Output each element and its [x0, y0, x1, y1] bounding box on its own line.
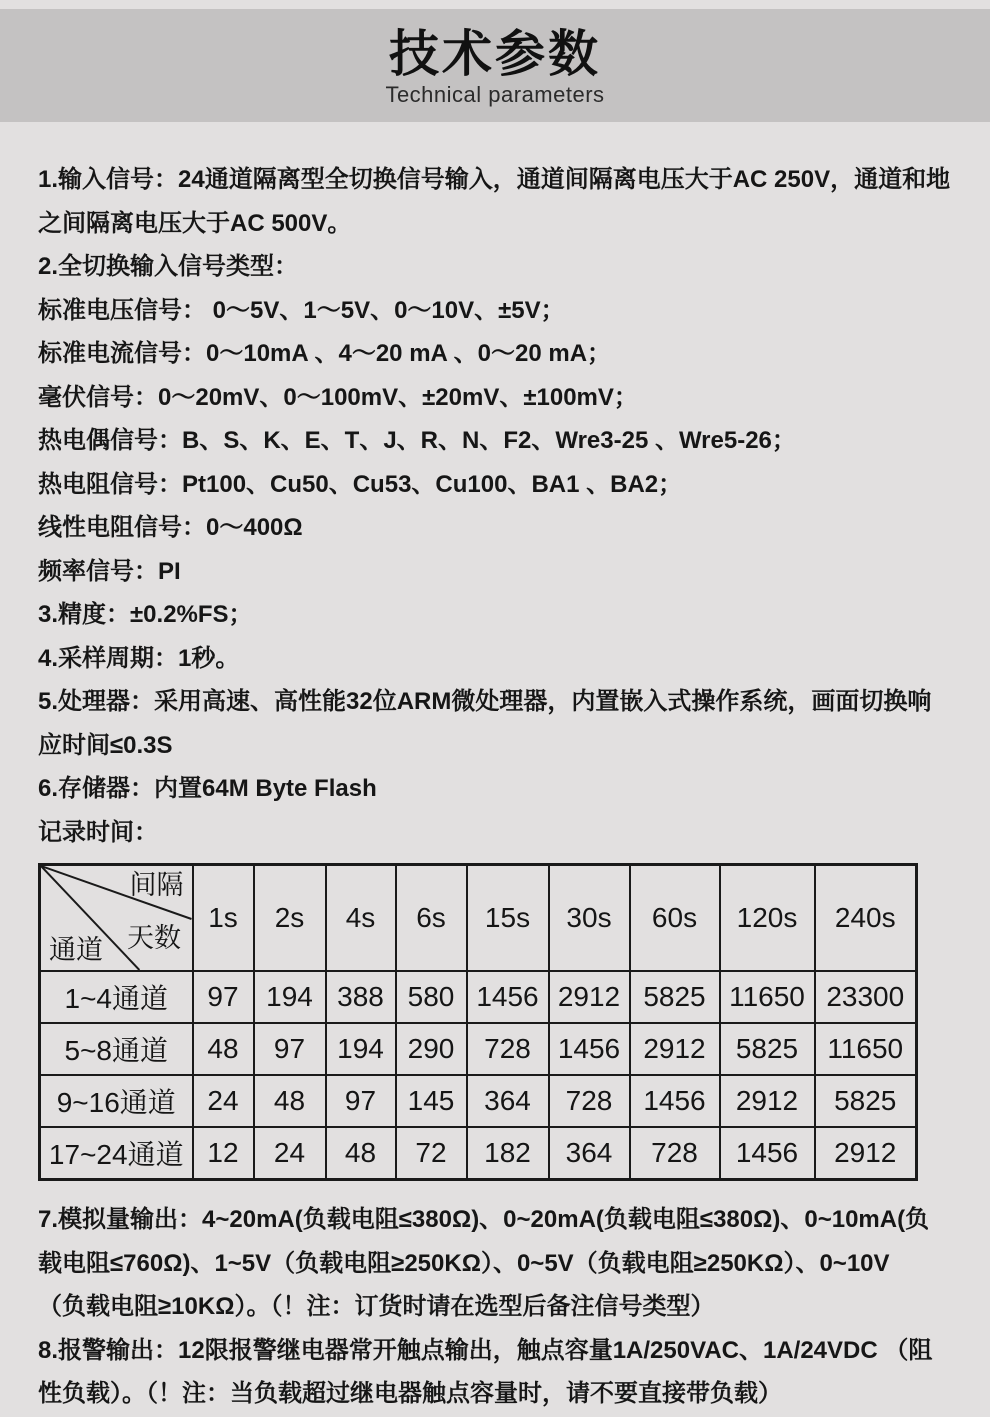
table-corner-cell [40, 865, 193, 972]
table-header-row [40, 865, 917, 972]
table-cell: 1456 [467, 971, 549, 1023]
row-label-ch1-4: 1~4通道 [40, 971, 193, 1023]
interval-header: 2s [254, 865, 326, 972]
table-cell: 290 [396, 1023, 467, 1075]
table-cell: 24 [193, 1075, 254, 1127]
spec-line-memory: 6.存储器：内置64M Byte Flash [38, 775, 377, 802]
table-cell: 97 [326, 1075, 396, 1127]
title-band [0, 9, 990, 122]
spec-line-accuracy: 3.精度：±0.2%FS； [38, 601, 253, 628]
interval-header: 120s [720, 865, 815, 972]
table-row [40, 971, 917, 1023]
spec-line-analog-output-3: （负载电阻≥10KΩ）。（！注：订货时请在选型后备注信号类型） [38, 1293, 715, 1320]
corner-label-channel: 通道 [49, 935, 103, 965]
row-label-ch17-24: 17~24通道 [40, 1127, 193, 1180]
corner-label-interval: 间隔 [129, 870, 184, 900]
spec-line-alarm-output: 8.报警输出：12限报警继电器常开触点输出，触点容量1A/250VAC、1A/24VDC （阻 [38, 1336, 933, 1364]
table-cell: 23300 [815, 971, 917, 1023]
table-cell: 182 [467, 1127, 549, 1180]
spec-line-linear-resistance: 线性电阻信号：0～400Ω [38, 514, 303, 541]
table-row [40, 1127, 917, 1180]
spec-content [38, 158, 972, 1416]
spec-line-voltage-signal: 标准电压信号： 0～5V、1～5V、0～10V、±5V； [38, 296, 565, 324]
table-cell: 5825 [815, 1075, 917, 1127]
spec-line-signal-types: 2.全切换输入信号类型： [38, 253, 299, 280]
table-cell: 580 [396, 971, 467, 1023]
table-cell: 48 [326, 1127, 396, 1180]
table-cell: 145 [396, 1075, 467, 1127]
table-cell: 48 [254, 1075, 326, 1127]
page-title: 技术参数 [389, 26, 601, 82]
row-label-ch5-8: 5~8通道 [40, 1023, 193, 1075]
table-cell: 364 [549, 1127, 630, 1180]
spec-line-input-signal-2: 之间隔离电压大于AC 500V。 [38, 209, 352, 237]
spec-line-frequency-signal: 频率信号：PI [38, 557, 181, 585]
spec-line-sampling-period: 4.采样周期：1秒。 [38, 644, 240, 672]
table-cell: 1456 [630, 1075, 720, 1127]
table-cell: 2912 [815, 1127, 917, 1180]
table-cell: 1456 [720, 1127, 815, 1180]
table-cell: 97 [193, 971, 254, 1023]
table-cell: 2912 [720, 1075, 815, 1127]
spec-line-analog-output: 7.模拟量输出：4~20mA(负载电阻≤380Ω)、0~20mA(负载电阻≤380Ω)、0~10mA(负 [38, 1206, 930, 1233]
table-cell: 97 [254, 1023, 326, 1075]
spec-line-alarm-output-2: 性负载）。（！注：当负载超过继电器触点容量时，请不要直接带负载） [38, 1380, 782, 1407]
spec-line-current-signal: 标准电流信号：0～10mA 、4～20 mA 、0～20 mA； [38, 340, 612, 367]
table-cell: 728 [630, 1127, 720, 1180]
table-cell: 2912 [549, 971, 630, 1023]
spec-line-millivolt-signal: 毫伏信号：0～20mV、0～100mV、±20mV、±100mV； [38, 383, 638, 411]
table-cell: 48 [193, 1023, 254, 1075]
table-cell: 364 [467, 1075, 549, 1127]
spec-line-processor: 5.处理器：采用高速、高性能32位ARM微处理器，内置嵌入式操作系统，画面切换响 [38, 688, 932, 715]
table-cell: 728 [467, 1023, 549, 1075]
table-cell: 5825 [630, 971, 720, 1023]
spec-line-rtd-signal: 热电阻信号：Pt100、Cu50、Cu53、Cu100、BA1 、BA2； [38, 470, 683, 498]
interval-header: 4s [326, 865, 396, 972]
spec-line-thermocouple-signal: 热电偶信号：B、S、K、E、T、J、R、N、F2、Wre3-25 、Wre5-26； [38, 427, 796, 454]
table-cell: 194 [326, 1023, 396, 1075]
spec-line-processor-2: 应时间≤0.3S [38, 731, 173, 759]
spec-line-analog-output-2: 载电阻≤760Ω)、1~5V（负载电阻≥250KΩ）、0~5V（负载电阻≥250KΩ）、0~10V [38, 1249, 890, 1277]
interval-header: 60s [630, 865, 720, 972]
table-cell: 11650 [720, 971, 815, 1023]
table-cell: 1456 [549, 1023, 630, 1075]
interval-header: 30s [549, 865, 630, 972]
spec-line-input-signal: 1.输入信号：24通道隔离型全切换信号输入，通道间隔离电压大于AC 250V，通道和地 [38, 166, 951, 193]
row-label-ch9-16: 9~16通道 [40, 1075, 193, 1127]
table-cell: 5825 [720, 1023, 815, 1075]
table-cell: 2912 [630, 1023, 720, 1075]
table-cell: 24 [254, 1127, 326, 1180]
interval-header: 6s [396, 865, 467, 972]
table-cell: 12 [193, 1127, 254, 1180]
table-cell: 388 [326, 971, 396, 1023]
table-row [40, 1075, 917, 1127]
interval-header: 15s [467, 865, 549, 972]
corner-label-days: 天数 [127, 923, 181, 953]
table-cell: 72 [396, 1127, 467, 1180]
recording-time-table [38, 863, 918, 1181]
spec-line-record-time-label: 记录时间： [38, 818, 158, 846]
page-subtitle: Technical parameters [385, 82, 605, 107]
table-cell: 728 [549, 1075, 630, 1127]
table-cell: 11650 [815, 1023, 917, 1075]
interval-header: 1s [193, 865, 254, 972]
table-row [40, 1023, 917, 1075]
table-cell: 194 [254, 971, 326, 1023]
interval-header: 240s [815, 865, 917, 972]
